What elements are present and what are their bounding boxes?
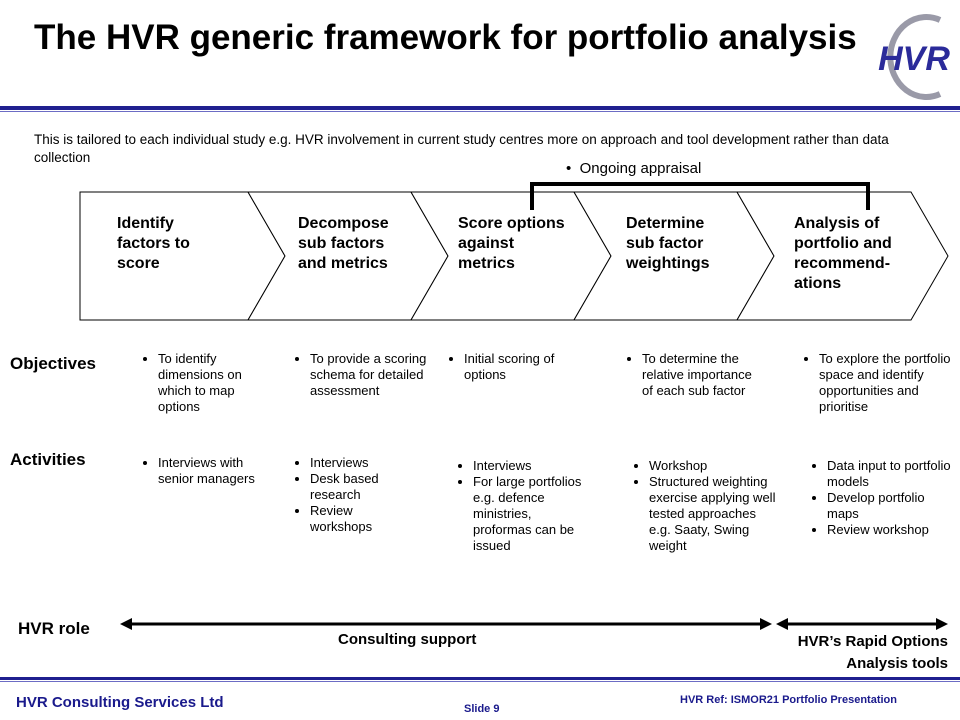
page-title: The HVR generic framework for portfolio analysis [34, 18, 857, 57]
list-item: • For large portfolios e.g. defence ministries, proformas can be issued [473, 474, 585, 554]
activity-5 [809, 458, 954, 538]
list-item: • Develop portfolio maps [827, 490, 954, 522]
list-item: • To provide a scoring schema for detailed assessment [310, 351, 432, 399]
intro-text: This is tailored to each individual study e.g. HVR involvement in current study centres more on approach and tool development rather than data collection [34, 132, 889, 165]
list-item: • Data input to portfolio models [827, 458, 954, 490]
list-item: • Review workshop [827, 522, 954, 538]
objective-2 [292, 351, 432, 399]
consulting-arrow-right [760, 618, 772, 630]
list-item: • Structured weighting exercise applying well tested approaches e.g. Saaty, Swing weight [649, 474, 781, 554]
activity-4 [631, 458, 781, 554]
list-item: • To determine the relative importance of each sub factor [642, 351, 764, 399]
activity-3 [455, 458, 585, 554]
appraisal-label [566, 161, 701, 177]
objectives-label: Objectives [10, 354, 96, 373]
logo-text: HVR [878, 40, 950, 78]
stage-identify: Identify factors to score [117, 215, 190, 272]
list-item: • Initial scoring of options [464, 351, 586, 383]
list-item: • Workshop [649, 458, 781, 474]
consulting-support-label: Consulting support [338, 631, 477, 648]
stage-score: Score options against metrics [458, 215, 565, 272]
stage-analysis: Analysis of portfolio and recommend- ations [794, 215, 892, 292]
rapid-options-label: HVR’s Rapid Options Analysis tools [797, 633, 948, 672]
list-item: • To identify dimensions on which to map options [158, 351, 270, 415]
activity-2 [292, 455, 412, 535]
hvr-role-label: HVR role [18, 619, 90, 638]
bullet-dot: • [566, 160, 580, 177]
hvr-logo [872, 6, 956, 106]
appraisal-text: Ongoing appraisal [579, 160, 702, 177]
list-item: • Interviews [310, 455, 412, 471]
objective-3 [446, 351, 586, 383]
header-rule [0, 106, 960, 110]
list-item: • Interviews with senior managers [158, 455, 280, 487]
list-item: • To explore the portfolio space and identify opportunities and prioritise [819, 351, 951, 415]
objective-5 [801, 351, 951, 415]
objective-4 [624, 351, 764, 399]
footer-rule-thin [0, 681, 960, 682]
tools-arrow-right [936, 618, 948, 630]
footer-rule [0, 677, 960, 680]
activities-label: Activities [10, 450, 86, 469]
stage-weightings: Determine sub factor weightings [626, 215, 710, 272]
slide-number: Slide 9 [464, 703, 500, 715]
list-item: • Interviews [473, 458, 585, 474]
list-item: • Review workshops [310, 503, 412, 535]
activity-1 [140, 455, 280, 487]
header-rule-thin [0, 111, 960, 112]
list-item: • Desk based research [310, 471, 412, 503]
stage-decompose: Decompose sub factors and metrics [298, 215, 389, 272]
tools-arrow-left [776, 618, 788, 630]
company-name: HVR Consulting Services Ltd [16, 694, 224, 711]
presentation-ref: HVR Ref: ISMOR21 Portfolio Presentation [680, 694, 897, 706]
consulting-arrow-left [120, 618, 132, 630]
objective-1 [140, 351, 270, 415]
